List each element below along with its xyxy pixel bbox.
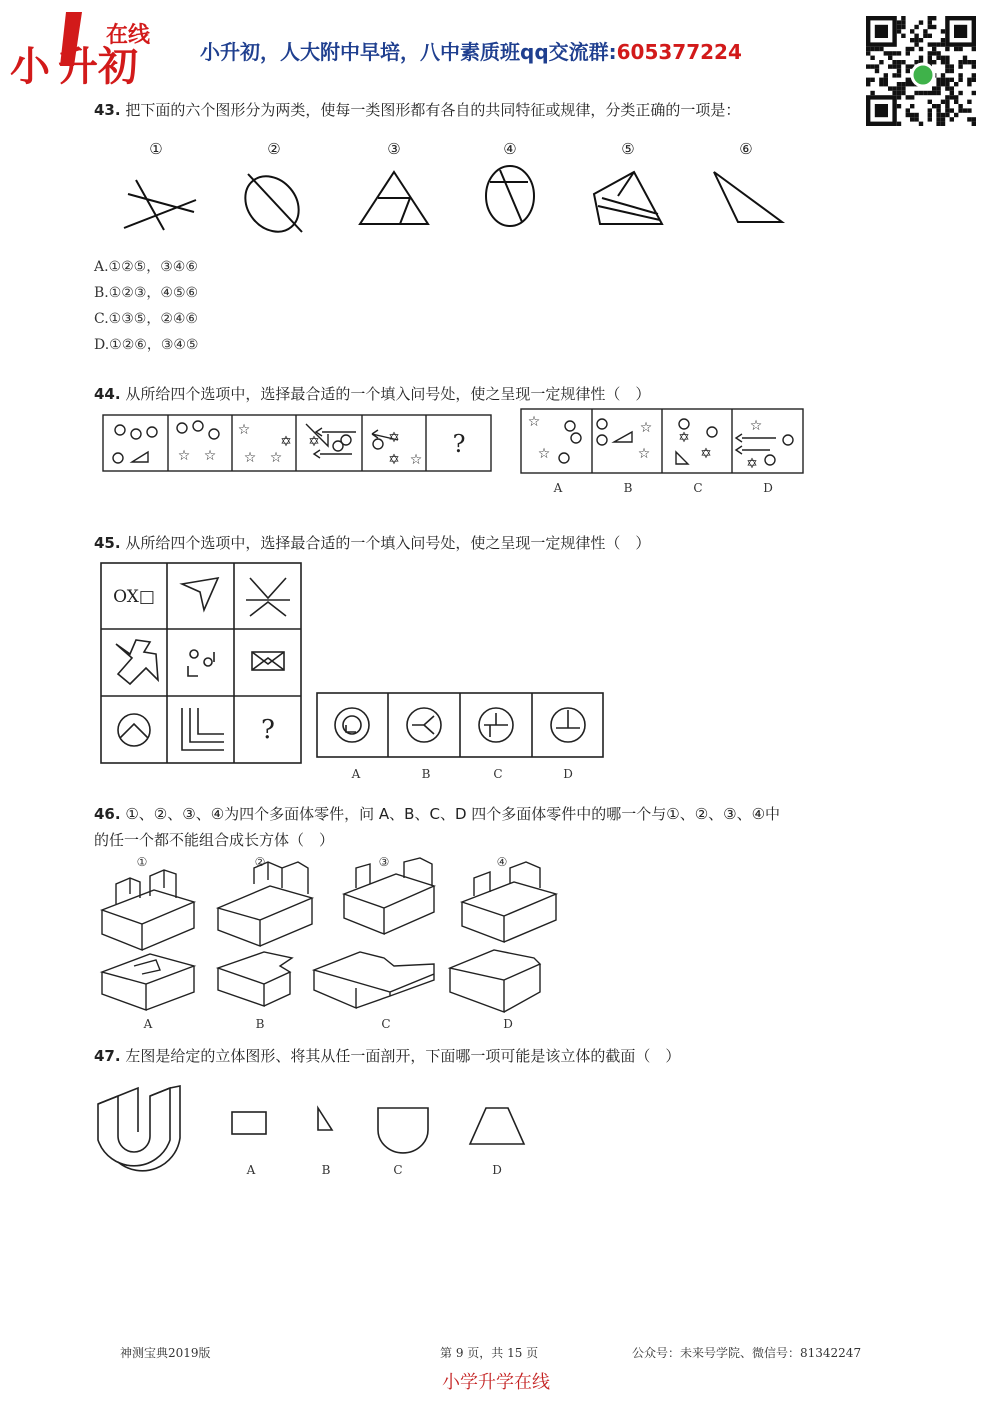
brand-logo: [8, 8, 168, 88]
q47-option-label-d: D: [492, 1163, 502, 1177]
svg-text:☆: ☆: [203, 448, 217, 464]
q45-options-graphic: [316, 692, 606, 788]
q45-number: 45.: [94, 534, 121, 552]
svg-text:✡: ✡: [388, 430, 400, 446]
q46-text-line1: ①、②、③、④为四个多面体零件，问 A、B、C、D 四个多面体零件中的哪一个与①、②、③、④中: [125, 805, 781, 823]
logo-big-chars: 升初: [58, 44, 138, 90]
q44-number: 44.: [94, 385, 121, 403]
q46-bottom-label-b: B: [255, 1017, 265, 1031]
q43-label-3: ③: [387, 140, 401, 158]
q43-option-a: A.①②⑤，③④⑥: [94, 259, 198, 275]
footer-brand: 小学升学在线: [442, 1372, 550, 1393]
footer-page-number: 第 9 页，共 15 页: [440, 1346, 539, 1360]
q47-number: 47.: [94, 1047, 121, 1065]
q45-option-label-c: C: [493, 767, 503, 781]
svg-text:☆: ☆: [639, 420, 653, 436]
q46-figures-graphic: [94, 854, 574, 1034]
q46-top-label-4: ④: [496, 855, 508, 869]
q43-title: [94, 100, 740, 120]
q43-label-5: ⑤: [621, 140, 635, 158]
q44-options: [520, 408, 806, 502]
q43-number: 43.: [94, 101, 121, 119]
q43-figures-graphic: [110, 140, 810, 240]
q44-options-graphic: [520, 408, 806, 498]
logo-tag: 在线: [106, 23, 151, 48]
q43-label-4: ④: [503, 140, 517, 158]
q44-title: [94, 384, 650, 404]
q46-text-line2: 的任一个都不能组合成长方体（ ）: [94, 831, 335, 849]
svg-text:☆: ☆: [537, 446, 551, 462]
q43-figures: [110, 140, 810, 244]
svg-text:☆: ☆: [637, 446, 651, 462]
q47-option-label-a: A: [246, 1163, 256, 1177]
q45-question-mark: ?: [261, 715, 275, 745]
q47-text: 左图是给定的立体图形、将其从任一面剖开，下面哪一项可能是该立体的截面（ ）: [125, 1047, 681, 1065]
q47-figures-graphic: [94, 1068, 544, 1188]
q45-options: [316, 692, 606, 792]
q44-option-label-d: D: [763, 481, 773, 495]
svg-text:✡: ✡: [308, 434, 320, 450]
q45-text: 从所给四个选项中，选择最合适的一个填入问号处，使之呈现一定规律性（ ）: [125, 534, 651, 552]
banner-text: 小升初，人大附中早培，八中素质班qq交流群:: [200, 40, 617, 64]
q46-number: 46.: [94, 805, 121, 823]
q46-top-label-2: ②: [254, 855, 266, 869]
svg-text:✡: ✡: [700, 446, 712, 462]
q43-label-2: ②: [267, 140, 281, 158]
svg-text:☆: ☆: [243, 450, 257, 466]
q46-top-label-3: ③: [378, 855, 390, 869]
q46-top-label-1: ①: [136, 855, 148, 869]
q45-grid-graphic: [100, 562, 302, 764]
q44-sequence-graphic: [102, 414, 494, 474]
q44-option-label-a: A: [553, 481, 563, 495]
q43-option-b: B.①②③，④⑤⑥: [94, 285, 199, 301]
q44-question-mark: ?: [452, 430, 466, 458]
q44-option-label-c: C: [693, 481, 703, 495]
svg-text:✡: ✡: [678, 430, 690, 446]
q46-figures: [94, 854, 574, 1038]
q45-cell-text: OX□: [113, 587, 155, 607]
q46-bottom-label-a: A: [143, 1017, 153, 1031]
q43-label-6: ⑥: [739, 140, 753, 158]
banner-number: 605377224: [616, 40, 742, 64]
q47-option-label-c: C: [393, 1163, 403, 1177]
q45-grid: [100, 562, 302, 768]
logo-graphic: [8, 8, 168, 88]
q43-text: 把下面的六个图形分为两类，使每一类图形都有各自的共同特征或规律，分类正确的一项是：: [125, 101, 741, 119]
svg-text:☆: ☆: [269, 450, 283, 466]
svg-text:✡: ✡: [280, 434, 292, 450]
svg-text:✡: ✡: [746, 456, 758, 472]
q44-text: 从所给四个选项中，选择最合适的一个填入问号处，使之呈现一定规律性（ ）: [125, 385, 651, 403]
svg-text:✡: ✡: [388, 452, 400, 468]
q46-bottom-label-d: D: [503, 1017, 513, 1031]
qr-code: [866, 12, 980, 130]
logo-small-char: 小: [10, 44, 50, 90]
q47-figures: [94, 1068, 544, 1192]
q45-option-label-d: D: [563, 767, 573, 781]
q46-bottom-label-c: C: [381, 1017, 391, 1031]
svg-text:☆: ☆: [527, 414, 541, 430]
banner: [200, 36, 742, 65]
svg-text:☆: ☆: [749, 418, 763, 434]
q45-option-label-a: A: [351, 767, 361, 781]
svg-text:☆: ☆: [177, 448, 191, 464]
q43-option-c: C.①③⑤，②④⑥: [94, 311, 198, 327]
footer-left: 神测宝典2019版: [120, 1346, 211, 1360]
q47-option-label-b: B: [321, 1163, 331, 1177]
qr-code-graphic: [866, 12, 980, 130]
q43-option-d: D.①②⑥，③④⑤: [94, 337, 199, 353]
q44-option-label-b: B: [623, 481, 633, 495]
q45-option-label-b: B: [421, 767, 431, 781]
svg-text:☆: ☆: [409, 452, 423, 468]
svg-text:☆: ☆: [237, 422, 251, 438]
q47-title: [94, 1046, 680, 1066]
q45-title: [94, 533, 650, 553]
q43-label-1: ①: [149, 140, 163, 158]
footer-contact: 公众号：未来号学院、微信号：81342247: [632, 1346, 862, 1360]
q46-title-line1: [94, 804, 780, 824]
q44-sequence: [102, 414, 494, 478]
